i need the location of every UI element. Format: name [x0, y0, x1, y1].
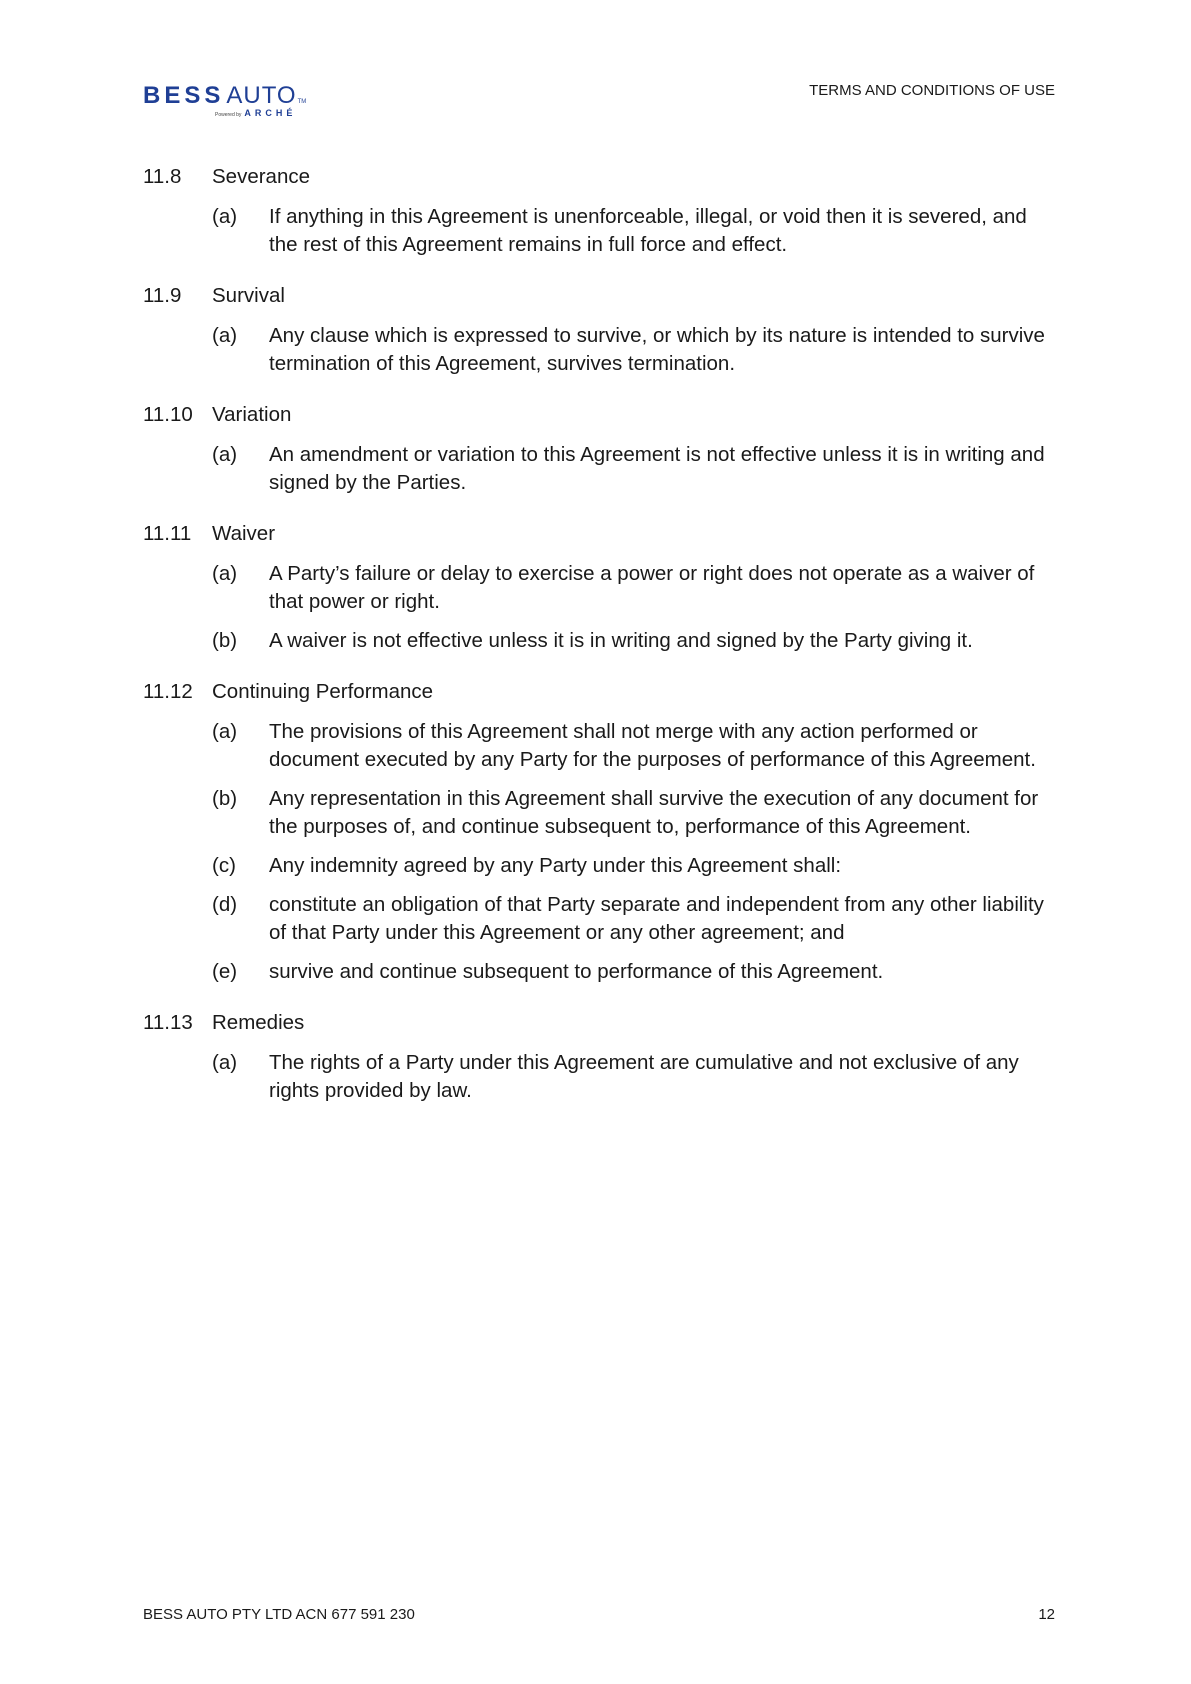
- logo-trademark: TM: [297, 99, 307, 105]
- section-title: Waiver: [212, 522, 276, 545]
- clause-text: Any clause which is expressed to survive, or which by its nature is intended to survive termination of this Agreement, survives termination.: [269, 324, 1045, 375]
- logo-powered-by: Powered by: [215, 112, 242, 118]
- section-continuing-performance: [143, 678, 1055, 986]
- clause-item: [212, 203, 1055, 259]
- clause-text: An amendment or variation to this Agreement is not effective unless it is in writing and signed by the Parties.: [269, 443, 1045, 494]
- section-number: 11.9: [143, 284, 182, 307]
- clause-text: A Party’s failure or delay to exercise a power or right does not operate as a waiver of that power or right.: [269, 562, 1035, 613]
- document-header-title: TERMS AND CONDITIONS OF USE: [809, 82, 1055, 99]
- clause-item: [212, 852, 1055, 880]
- section-remedies: [143, 1009, 1055, 1105]
- clause-item: [212, 560, 1055, 616]
- section-number: 11.10: [143, 403, 193, 426]
- clause-item: [212, 322, 1055, 378]
- section-heading: [143, 678, 1055, 706]
- clause-label: (a): [212, 205, 238, 228]
- clause-item: [212, 441, 1055, 497]
- clause-text: constitute an obligation of that Party separate and independent from any other liability of that Party under this Agreement or any other agreement; and: [269, 893, 1044, 944]
- clause-label: (a): [212, 324, 238, 347]
- section-title: Severance: [212, 165, 311, 188]
- section-number: 11.11: [143, 522, 192, 545]
- section-number: 11.8: [143, 165, 182, 188]
- clause-item: [212, 1049, 1055, 1105]
- clause-item: [212, 785, 1055, 841]
- section-number: 11.13: [143, 1011, 193, 1034]
- clause-label: (b): [212, 629, 238, 652]
- clause-label: (d): [212, 893, 238, 916]
- clause-text: A waiver is not effective unless it is in writing and signed by the Party giving it.: [269, 629, 973, 652]
- clause-text: The provisions of this Agreement shall not merge with any action performed or document executed by any Party for the purposes of performance of this Agreement.: [269, 720, 1036, 771]
- section-title: Continuing Performance: [212, 680, 434, 703]
- section-title: Survival: [212, 284, 285, 307]
- clause-item: [212, 718, 1055, 774]
- clause-label: (b): [212, 787, 238, 810]
- clause-label: (a): [212, 443, 238, 466]
- section-title: Remedies: [212, 1011, 305, 1034]
- clause-text: Any indemnity agreed by any Party under this Agreement shall:: [269, 854, 842, 877]
- clause-text: The rights of a Party under this Agreement are cumulative and not exclusive of any rights provided by law.: [269, 1051, 1019, 1102]
- clause-label: (c): [212, 854, 236, 877]
- clause-text: survive and continue subsequent to performance of this Agreement.: [269, 960, 884, 983]
- section-variation: [143, 401, 1055, 497]
- clause-item: [212, 958, 1055, 986]
- logo-bess-text: BESS: [143, 82, 225, 109]
- clause-item: [212, 627, 1055, 655]
- logo-arche-text: ARCHÉ: [244, 108, 297, 118]
- section-survival: [143, 282, 1055, 378]
- document-body: [143, 163, 1055, 1128]
- section-heading: [143, 1009, 1055, 1037]
- section-heading: [143, 520, 1055, 548]
- clause-text: Any representation in this Agreement shall survive the execution of any document for the purposes of, and continue subsequent to, performance of this Agreement.: [269, 787, 1039, 838]
- company-logo: [143, 82, 306, 118]
- clause-item: [212, 891, 1055, 947]
- section-waiver: [143, 520, 1055, 655]
- clause-label: (a): [212, 562, 238, 585]
- clause-label: (a): [212, 1051, 238, 1074]
- clause-label: (a): [212, 720, 238, 743]
- section-heading: [143, 401, 1055, 429]
- clause-text: If anything in this Agreement is unenforceable, illegal, or void then it is severed, and the rest of this Agreement remains in full force and effect.: [269, 205, 1027, 256]
- section-heading: [143, 282, 1055, 310]
- section-number: 11.12: [143, 680, 193, 703]
- section-severance: [143, 163, 1055, 259]
- footer-company-info: BESS AUTO PTY LTD ACN 677 591 230: [143, 1606, 415, 1623]
- logo-auto-text: AUTO: [226, 82, 297, 109]
- section-title: Variation: [212, 403, 292, 426]
- clause-label: (e): [212, 960, 238, 983]
- section-heading: [143, 163, 1055, 191]
- page-number: 12: [1038, 1606, 1055, 1623]
